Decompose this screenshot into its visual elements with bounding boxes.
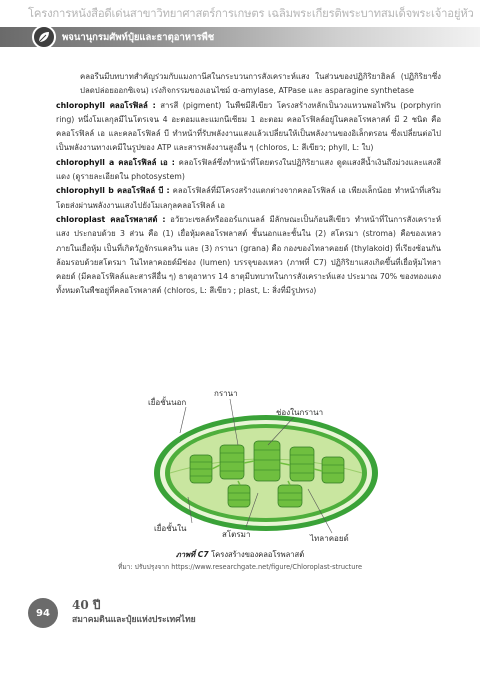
- chloroplast-diagram: [118, 385, 408, 545]
- entry-term: chloroplast คลอโรพลาสต์ :: [56, 214, 166, 224]
- caption-label: ภาพที่ C7: [175, 550, 209, 559]
- label-outer-membrane: เยื่อชั้นนอก: [148, 398, 187, 407]
- entry-text: อวัยวะเซลล์หรือออร์แกเนลล์ มีลักษณะเป็นก้อนสีเขียว ทำหน้าที่ในการสังเคราะห์แสง ประกอบด้วย 3 ส่วน คือ (1) เยื่อหุ้มคลอโรพลาสต์ ชั้นนอกและชั้นใน (2) สโตรมา (stroma) คือของเหลวภายในเยื่อหุ้ม เป็นที่เกิดวัฏจักรแคลวิน และ (3) กรานา (grana) คือ กองของไทลาคอยด์ (thylakoid) ที่เรียงซ้อนกัน ล้อมรอบด้วยสโตรมา ในไทลาคอยด์มีช่อง (lumen) บรรจุของเหลว (ภาพที่ C7) ปฏิกิริยาแสงเกิดขึ้นที่เยื่อหุ้มไทลาคอยด์ (มีคลอโรฟิลล์และสารสีอื่น ๆ) ธาตุอาหาร 14 ธาตุมีบทบาทในการสังเคราะห์แสง ประมาณ 70% ของทองแดงทั้งหมดในพืชอยู่ที่คลอโรพลาสต์ (chloros, L: สีเขียว ; plast, L: สิ่งที่มีรูปทรง): [56, 214, 442, 296]
- label-inner-membrane: เยื่อชั้นใน: [154, 524, 187, 533]
- entry-text: คลอรีนมีบทบาทสำคัญร่วมกับแมงกานีสในกระบวนการสังเคราะห์แสง ในส่วนของปฏิกิริยาฮิลล์ (ปฏิกิริยาซึ่งปลดปล่อยออกซิเจน) เร่งกิจกรรมของเอนไซม์ α-amylase, ATPase และ asparagine synthetase: [80, 72, 441, 96]
- leaf-icon: [32, 25, 56, 49]
- anniversary-logo: 40 ปี: [72, 598, 101, 612]
- caption-text: โครงสร้างของคลอโรพลาสต์: [211, 550, 305, 559]
- label-stroma: สโตรมา: [222, 530, 251, 539]
- entry-term: chlorophyll คลอโรฟิลล์ :: [56, 100, 156, 110]
- dictionary-title: พจนานุกรมศัพท์ปุ๋ยและธาตุอาหารพืช: [62, 32, 215, 43]
- label-thylakoid: ไทลาคอยด์: [310, 534, 349, 543]
- entry-text: สารสี (pigment) ในพืชมีสีเขียว โครงสร้างหลักเป็นวงแหวนพอไฟริน (porphyrin ring) หนึ่งโมเลกุลมีไนโตรเจน 4 อะตอมและแมกนีเซียม 1 อะตอม คลอโรฟิลล์อยู่ในคลอโรพลาสต์ มี 2 ชนิด คือ คลอโรฟิลล์ เอ และคลอโรฟิลล์ บี ทำหน้าที่รับพลังงานแสงแล้วเปลี่ยนให้เป็นพลังงานของอิเล็กตรอน ซึ่งเปลี่ยนต่อไปเป็นพลังงานทางเคมีในรูปของ ATP และสารพลังงานสูงอื่น ๆ (chloros, L: สีเขียว; phyll, L: ใบ): [56, 100, 442, 153]
- entry-chlorophyll-b: [56, 184, 441, 213]
- entry-chloroplast: [56, 213, 441, 299]
- page-header: [0, 0, 480, 52]
- organization-name: สมาคมดินและปุ๋ยแห่งประเทศไทย: [72, 615, 196, 625]
- book-series-title: โครงการหนังสือดีเด่นสาขาวิทยาศาสตร์การเกษตร เฉลิมพระเกียรติพระบาทสมเด็จพระเจ้าอยู่หัว: [28, 7, 474, 20]
- entry-continuation: [56, 70, 441, 99]
- chloroplast-figure: [118, 385, 408, 545]
- entry-chlorophyll-a: [56, 156, 441, 185]
- entry-term: chlorophyll b คลอโรฟิลล์ บี :: [56, 186, 170, 196]
- figure-caption: [0, 549, 480, 561]
- entry-text: คลอโรฟิลล์ที่มีโครงสร้างแตกต่างจากคลอโรฟิลล์ เอ เพียงเล็กน้อย ทำหน้าที่เสริม โดยส่งผ่านพลังงานแสงไปยังโมเลกุลคลอโรฟิลล์ เอ: [56, 186, 441, 210]
- page-number: 94: [28, 598, 58, 628]
- entry-chlorophyll: [56, 99, 441, 156]
- figure-source: ที่มา: ปรับปรุงจาก https://www.researchgate.net/figure/Chloroplast-structure: [117, 563, 363, 571]
- label-granum: กรานา: [214, 389, 238, 398]
- dictionary-body: [56, 70, 441, 299]
- entry-text: คลอโรฟิลล์ซึ่งทำหน้าที่โดยตรงในปฏิกิริยาแสง ดูดแสงสีน้ำเงินถึงม่วงและแสงสีแดง (ดูรายละเอียดใน photosystem): [56, 157, 441, 182]
- label-lumen: ช่องในกรานา: [276, 408, 324, 417]
- entry-term: chlorophyll a คลอโรฟิลล์ เอ :: [56, 157, 175, 167]
